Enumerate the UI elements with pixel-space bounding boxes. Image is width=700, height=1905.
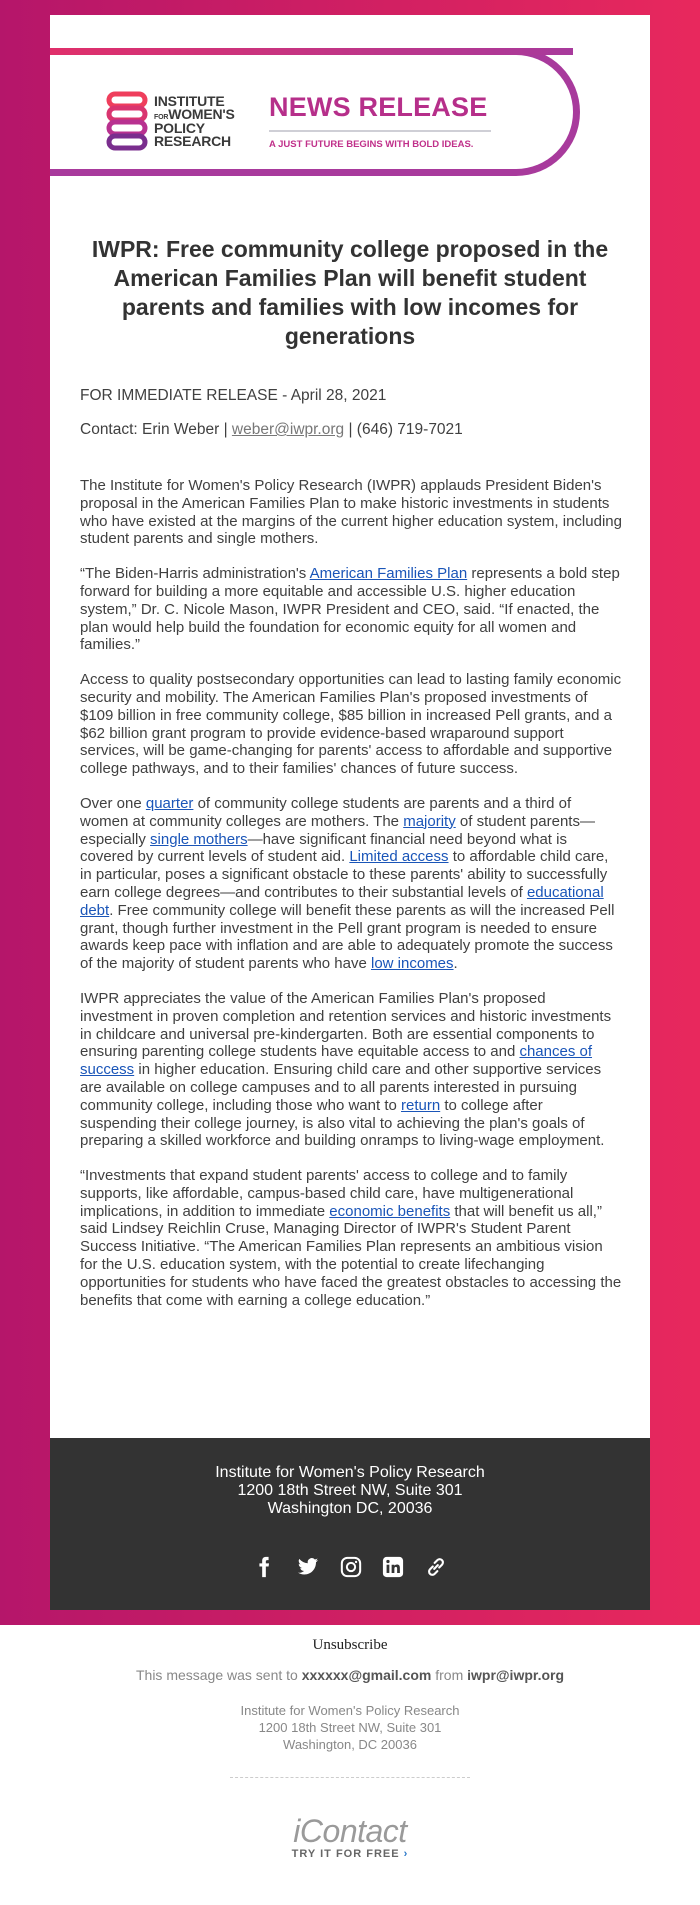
paragraph [80, 565, 622, 654]
footer-address [50, 1438, 650, 1518]
article-body [80, 477, 622, 1326]
footer-city: Washington DC, 20036 [267, 1500, 433, 1517]
text: to college after suspending their college journey, is also vital to achieving the plan's goals of preparing a skilled workforce and building onramps to living-wage employment. [80, 1096, 605, 1150]
logo-small: FOR [154, 114, 169, 121]
text: of student parents—especially [80, 812, 595, 848]
sent-mid: from [431, 1667, 468, 1683]
footer [50, 1438, 650, 1610]
text: IWPR appreciates the value of the American Families Plan's proposed investment in proven completion and retention services and historic investments in childcare and universal pre-kindergarten. Both are essential components to ensuring parenting college students have equitable access to and [80, 989, 612, 1061]
paragraph: Access to quality postsecondary opportunities can lead to lasting family economic security and mobility. The American Families Plan's proposed investments of $109 billion in free community college, $85 billion in increased Pell grants, and a $62 billion grant program to provide evidence-based wraparound support services, will be game-changing for parents' access to affordable and supportive college pathways, and to their families' chances of future success. [80, 671, 622, 778]
text: in higher education. Ensuring child care and other supportive services are available on college campuses and to all parents interested in pursuing community college, including those who want to [80, 1061, 602, 1114]
majority-link[interactable]: majority [403, 812, 456, 830]
limited-access-link[interactable]: Limited access [349, 848, 449, 866]
sender-org: Institute for Women's Policy Research [240, 1703, 460, 1718]
logo-line: POLICY [154, 120, 205, 136]
footer-street: 1200 18th Street NW, Suite 301 [237, 1482, 463, 1499]
paragraph [80, 795, 622, 973]
logo-line-women: WOMEN'S [168, 106, 235, 122]
text: Over one [80, 794, 146, 812]
text: —have significant financial need beyond what is covered by current levels of student aid. [80, 830, 567, 866]
linkedin-icon[interactable] [382, 1556, 404, 1583]
text: of community college students are parents and a third of women at community colleges are mothers. The [80, 794, 572, 830]
icontact-logo: iContact [293, 1813, 407, 1849]
headline: IWPR: Free community college proposed in the American Families Plan will benefit student parents and families with low incomes for generations [91, 236, 609, 349]
paragraph [80, 1167, 622, 1309]
header-banner [50, 48, 580, 176]
iwpr-logo-icon [106, 91, 148, 153]
footer-org: Institute for Women's Policy Research [215, 1464, 485, 1481]
facebook-icon[interactable] [253, 1556, 275, 1583]
contact-email-link[interactable]: weber@iwpr.org [231, 421, 345, 438]
release-date: FOR IMMEDIATE RELEASE - April 28, 2021 [80, 387, 387, 404]
contact-prefix: Contact: Erin Weber | [80, 421, 228, 438]
divider [230, 1777, 470, 1778]
quarter-link[interactable]: quarter [145, 794, 194, 812]
news-rule [269, 130, 491, 132]
twitter-icon[interactable] [296, 1556, 320, 1583]
icontact-badge[interactable] [0, 1813, 700, 1860]
banner-accent [50, 48, 573, 55]
link-icon[interactable] [425, 1556, 447, 1583]
logo-line: RESEARCH [154, 133, 231, 149]
iwpr-logo-text [154, 95, 264, 148]
sender-city: Washington, DC 20036 [283, 1737, 417, 1752]
instagram-icon[interactable] [340, 1556, 362, 1583]
chances-of-success-link[interactable]: chances of success [80, 1043, 593, 1079]
text: represents a bold step forward for building a more equitable and accessible U.S. higher education system,” Dr. C. Nicole Mason, IWPR President and CEO, said. “If enacted, the plan would help build the foundation for economic equity for all women and families.” [80, 565, 620, 654]
return-link[interactable]: return [401, 1096, 441, 1114]
text: “Investments that expand student parents' access to college and to family supports, like affordable, campus-based child care, have multigenerational implications, in addition to immediate [80, 1167, 574, 1220]
contact-suffix: | (646) 719-7021 [348, 421, 463, 438]
tagline: A JUST FUTURE BEGINS WITH BOLD IDEAS. [269, 139, 474, 150]
try-text: TRY IT FOR FREE [291, 1848, 400, 1860]
social-links [50, 1556, 650, 1583]
sent-prefix: This message was sent to [135, 1667, 302, 1683]
news-release-title: NEWS RELEASE [269, 92, 488, 122]
low-incomes-link[interactable]: low incomes [371, 955, 454, 973]
sent-info [0, 1667, 700, 1683]
text: that will benefit us all,” said Lindsey Reichlin Cruse, Managing Director of IWPR's Student Parent Success Initiative. “The American Families Plan represents an ambitious vision for the U.S. education system, with the potential to create lifechanging opportunities for students who have faced the greatest obstacles to accessing the benefits that come with earning a college education.” [80, 1202, 622, 1309]
chevron-right-icon: › [403, 1848, 409, 1860]
american-families-plan-link[interactable]: American Families Plan [309, 565, 468, 583]
paragraph: The Institute for Women's Policy Research (IWPR) applauds President Biden's proposal in the American Families Plan to make historic investments in students who have existed at the margins of the current higher education system, including student parents and single mothers. [80, 477, 622, 548]
text: . [453, 955, 458, 973]
text: . Free community college will benefit these parents as will the increased Pell grant, though further investment in the Pell grant program is needed to ensure awards keep pace with inflation and are able to adequately promote the success of the majority of student parents who have [80, 901, 615, 973]
unsubscribe-link[interactable]: Unsubscribe [312, 1637, 388, 1653]
sent-from-email: iwpr@iwpr.org [467, 1667, 565, 1683]
sender-address [0, 1702, 700, 1753]
email-card [50, 15, 650, 1610]
try-it-free [0, 1848, 700, 1860]
contact-line [80, 421, 463, 439]
logo-line: INSTITUTE [154, 93, 225, 109]
paragraph [80, 990, 622, 1150]
text: to affordable child care, in particular, poses a significant obstacle to these parents' ability to successfully earn college degrees—and contributes to their substantial levels of [80, 848, 609, 901]
single-mothers-link[interactable]: single mothers [150, 830, 248, 848]
sender-street: 1200 18th Street NW, Suite 301 [258, 1720, 442, 1735]
educational-debt-link[interactable]: educational debt [80, 883, 604, 919]
economic-benefits-link[interactable]: economic benefits [329, 1202, 451, 1220]
sent-to-email: xxxxxx@gmail.com [301, 1667, 432, 1683]
text: “The Biden-Harris administration's [80, 565, 310, 583]
